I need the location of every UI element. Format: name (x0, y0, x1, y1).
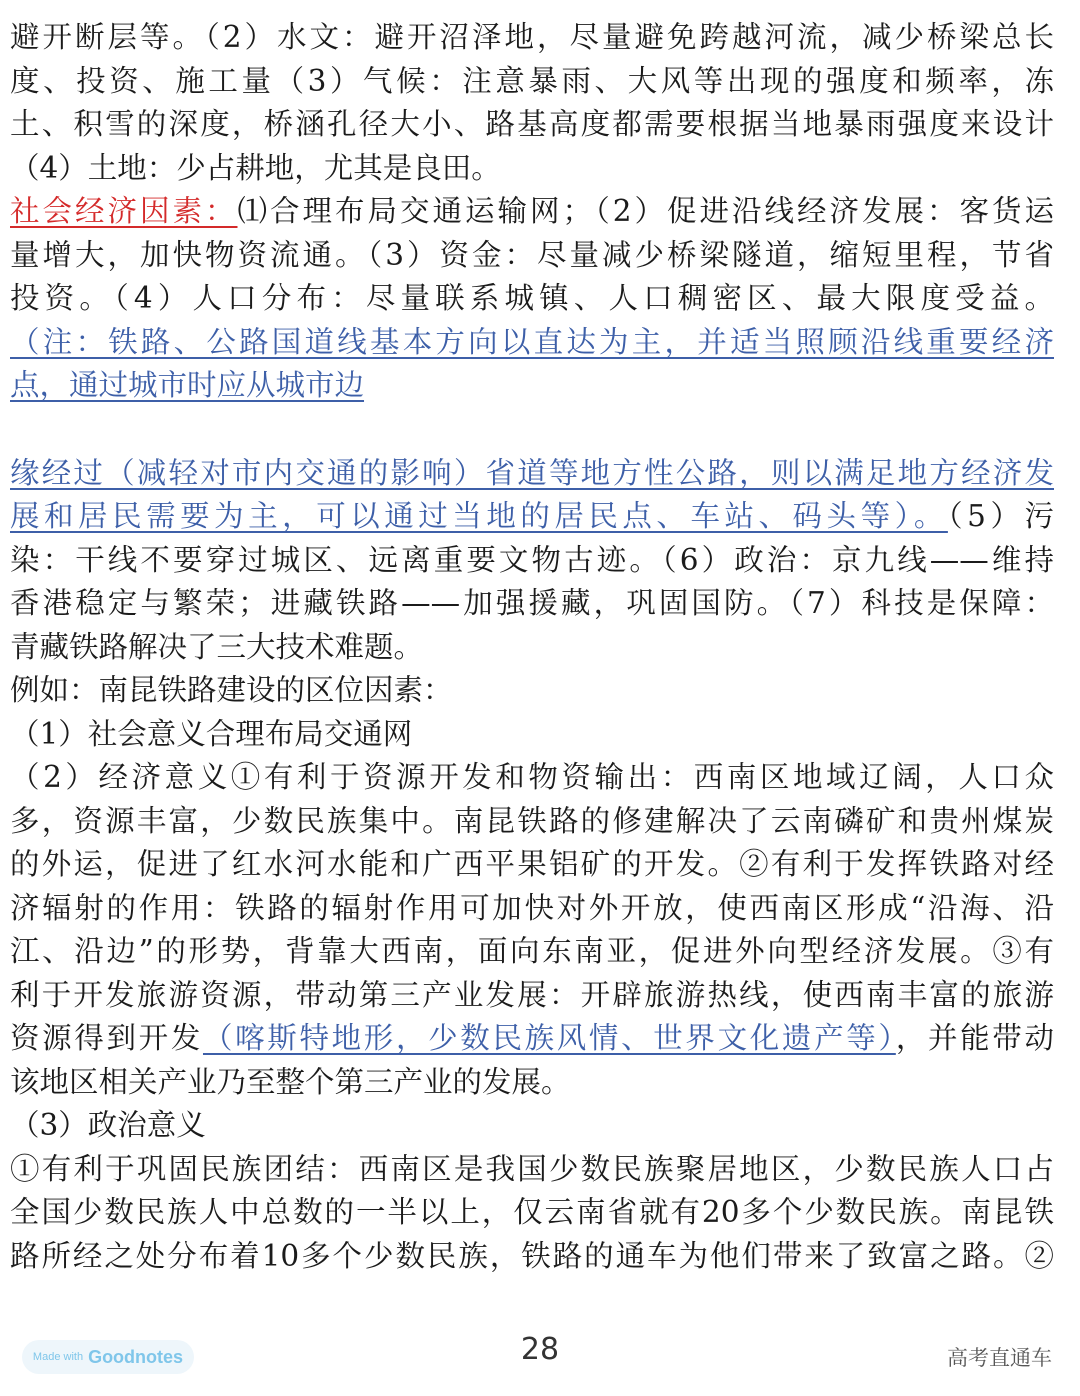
text-line: 香港稳定与繁荣；进藏铁路——加强援藏，巩固国防。（7）科技是保障： (10, 586, 1054, 620)
text-line: 全国少数民族人中总数的一半以上，仅云南省就有20多个少数民族。南昆铁 (10, 1195, 1054, 1229)
watermark: 高考直通车 (947, 1346, 1052, 1370)
page-number: 28 (520, 1332, 560, 1367)
text-line: 避开断层等。（2）水文：避开沼泽地，尽量避免跨越河流，减少桥梁总长 (10, 20, 1054, 54)
text-line: （2）经济意义①有利于资源开发和物资输出：西南区地域辽阔，人口众 (10, 760, 1054, 794)
text-line (10, 190, 1054, 234)
text-line: 路所经之处分布着10多个少数民族，铁路的通车为他们带来了致富之路。② (10, 1238, 1054, 1273)
text-line: 利于开发旅游资源，带动第三产业发展：开辟旅游热线，使西南丰富的旅游 (10, 977, 1054, 1012)
text-line: 江、沿边”的形势，背靠大西南，面向东南亚，促进外向型经济发展。③有 (10, 934, 1054, 968)
text-line: 土、积雪的深度，桥涵孔径大小、路基高度都需要根据当地暴雨强度来设计 (10, 107, 1054, 141)
note-line: 点，通过城市时应从城市边 (10, 368, 365, 402)
text-line (10, 495, 1054, 539)
text-line: 染：干线不要穿过城区、远离重要文物古迹。（6）政治：京九线——维持 (10, 542, 1054, 577)
text-line: 多，资源丰富，少数民族集中。南昆铁路的修建解决了云南磷矿和贵州煤炭 (10, 803, 1054, 838)
text-line: 济辐射的作用：铁路的辐射作用可加快对外开放，使西南区形成“沿海、沿 (10, 890, 1054, 925)
page-footer (0, 1330, 1080, 1380)
heading-social-economic: 社会经济因素： (10, 194, 238, 228)
text-span: 资源得到开发 (10, 1021, 203, 1055)
badge-caption: Made with (32, 1351, 84, 1363)
text-line: ①有利于巩固民族团结：西南区是我国少数民族聚居地区，少数民族人口占 (10, 1151, 1054, 1186)
text-span: ⑴合理布局交通运输网；（2）促进沿线经济发展：客货运 (237, 194, 1054, 228)
note-line: 缘经过（减轻对市内交通的影响）省道等地方性公路，则以满足地方经济发 (10, 455, 1054, 490)
text-line: 投资。（4）人口分布：尽量联系城镇、人口稠密区、最大限度受益。 (10, 281, 1054, 315)
note-span: 展和居民需要为主，可以通过当地的居民点、车站、码头等）。 (10, 499, 948, 533)
text-line: 例如：南昆铁路建设的区位因素： (10, 673, 453, 707)
text-line (10, 1017, 1054, 1061)
text-line: （1）社会意义合理布局交通网 (10, 716, 413, 751)
goodnotes-badge[interactable] (22, 1340, 194, 1374)
note-line: （注：铁路、公路国道线基本方向以直达为主，并适当照顾沿线重要经济 (10, 324, 1054, 359)
text-line: 的外运，促进了红水河水能和广西平果铝矿的开发。②有利于发挥铁路对经 (10, 847, 1054, 881)
document-body (10, 16, 1054, 1278)
text-line: （3）政治意义 (10, 1108, 206, 1142)
text-span: ，并能带动 (895, 1021, 1054, 1055)
text-span: （5）污 (947, 499, 1054, 533)
text-line: 该地区相关产业乃至整个第三产业的发展。 (10, 1064, 571, 1099)
text-line: 量增大，加快物资流通。（3）资金：尽量减少桥梁隧道，缩短里程，节省 (10, 237, 1054, 272)
text-line: 度、投资、施工量（3）气候：注意暴雨、大风等出现的强度和频率，冻 (10, 63, 1054, 98)
note-span: （喀斯特地形，少数民族风情、世界文化遗产等） (202, 1021, 896, 1055)
text-line: 青藏铁路解决了三大技术难题。 (10, 629, 424, 664)
badge-brand: Goodnotes (88, 1346, 184, 1367)
text-line: （4）土地：少占耕地，尤其是良田。 (10, 150, 501, 185)
